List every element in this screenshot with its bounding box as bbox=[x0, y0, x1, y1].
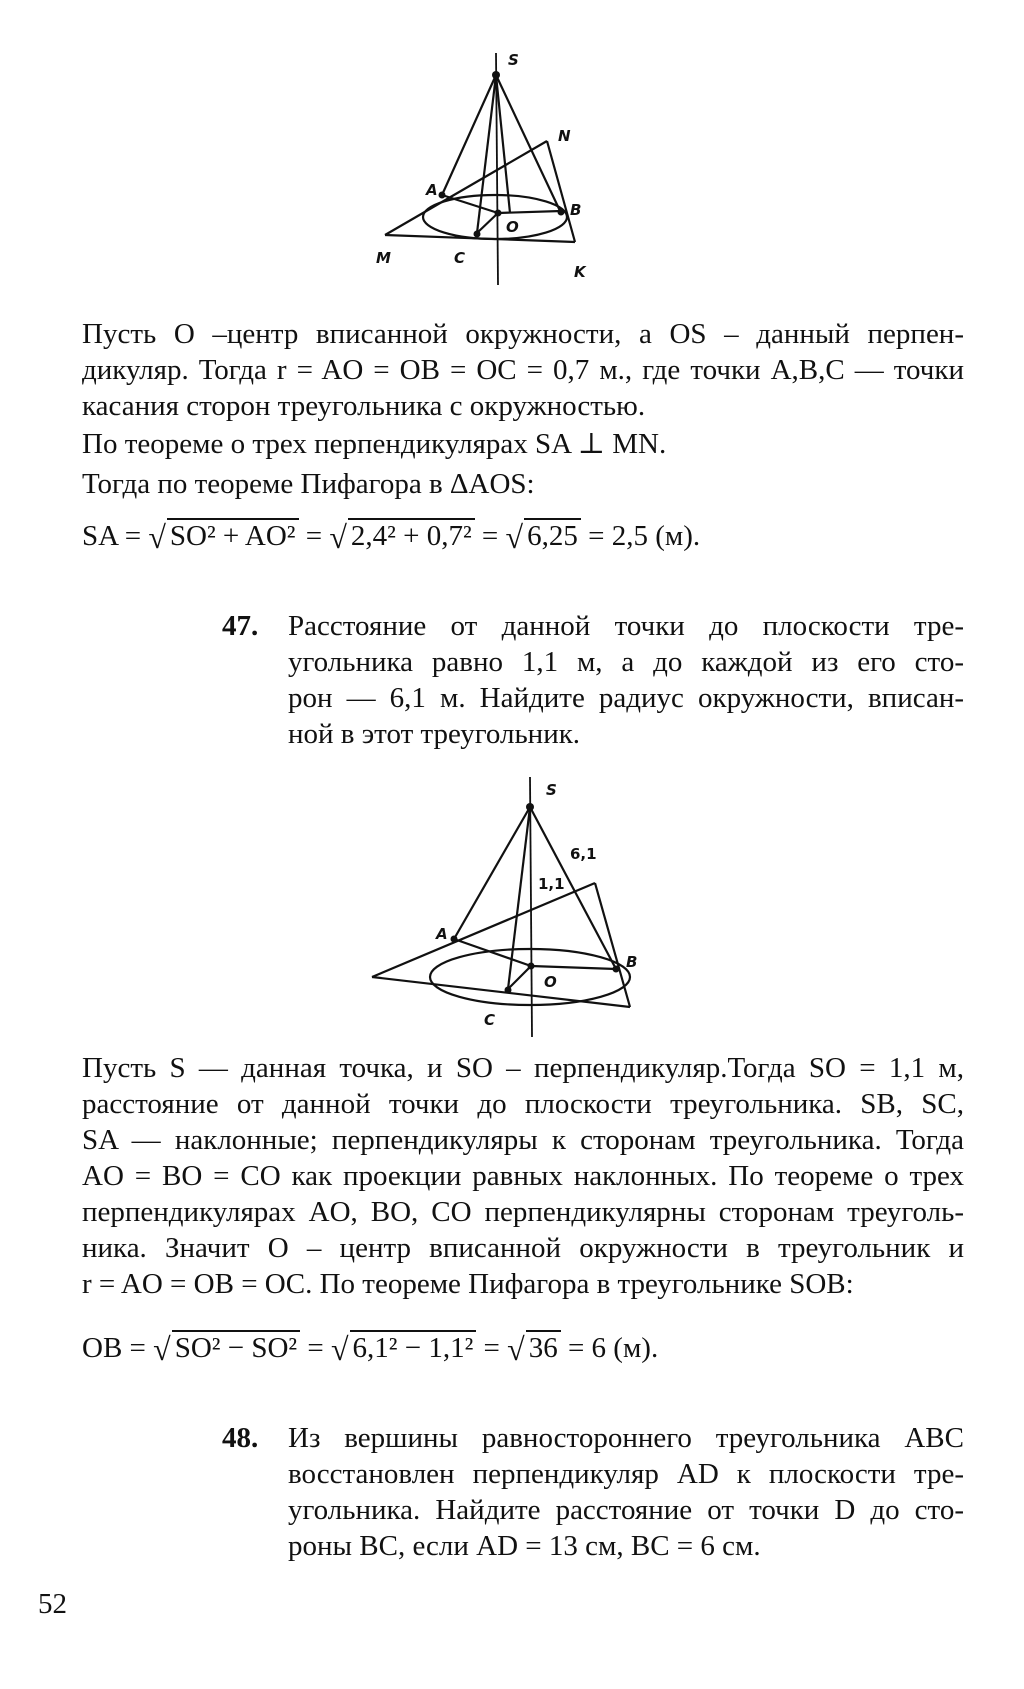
label-o: O bbox=[506, 218, 519, 236]
text-line: дикуляр. Тогда r = AO = OB = OC = 0,7 м., где точки A,B,C — точки bbox=[82, 354, 964, 386]
problem-47 bbox=[222, 608, 964, 758]
label-n: N bbox=[558, 127, 571, 145]
formula-equals: = bbox=[483, 1332, 500, 1364]
text-line: Расстояние от данной точки до плоскости тре- bbox=[288, 610, 964, 642]
formula-lhs: OB = bbox=[82, 1332, 146, 1364]
label-k: K bbox=[574, 263, 586, 281]
formula-ob: OB = √ SO² − SO² = √ 6,1² − 1,1² = √ 36 = 6 (м). bbox=[82, 1331, 659, 1367]
text-line: роны BC, если AD = 13 см, BC = 6 см. bbox=[288, 1530, 761, 1562]
formula-equals: = bbox=[481, 520, 499, 552]
solution-47-text bbox=[82, 1050, 964, 1302]
label-o: O bbox=[544, 973, 557, 991]
formula-lhs: SA = bbox=[82, 520, 142, 552]
figure-pyramid-sob bbox=[380, 775, 660, 1040]
formula-radicand-1: SO² − SO² bbox=[172, 1330, 300, 1364]
label-a: A bbox=[436, 925, 448, 943]
text-line: расстояние от данной точки до плоскости треугольника. SB, SC, bbox=[82, 1088, 964, 1120]
text-line: восстановлен перпендикуляр AD к плоскости тре- bbox=[288, 1458, 964, 1490]
label-slant-length: 6,1 bbox=[570, 845, 597, 863]
label-height-length: 1,1 bbox=[538, 875, 565, 893]
formula-result: = 2,5 (м). bbox=[588, 520, 701, 552]
label-s: S bbox=[508, 51, 519, 69]
text-line: AO = BO = CO как проекции равных наклонных. По теореме о трех bbox=[82, 1160, 964, 1192]
problem-number: 47. bbox=[222, 610, 259, 642]
text-line: SA — наклонные; перпендикуляры к сторонам треугольника. Тогда bbox=[82, 1124, 964, 1156]
text-line: Пусть O –центр вписанной окружности, а OS – данный перпен- bbox=[82, 318, 964, 350]
text-line: ника. Значит O – центр вписанной окружности в треугольник и bbox=[82, 1232, 964, 1264]
problem-48 bbox=[222, 1420, 964, 1570]
text-line: По теореме о трех перпендикулярах SA ⊥ MN. bbox=[82, 428, 667, 460]
text-line: Тогда по теореме Пифагора в ΔAOS: bbox=[82, 468, 535, 500]
formula-result: = 6 (м). bbox=[567, 1332, 659, 1364]
text-line: Пусть S — данная точка, и SO – перпендикуляр.Тогда SO = 1,1 м, bbox=[82, 1052, 964, 1084]
formula-radicand-2: 6,1² − 1,1² bbox=[350, 1330, 477, 1364]
solution-46-text bbox=[82, 316, 964, 502]
text-line: угольника. Найдите расстояние от точки D до сто- bbox=[288, 1494, 964, 1526]
label-s: S bbox=[546, 781, 557, 799]
text-line: рон — 6,1 м. Найдите радиус окружности, вписан- bbox=[288, 682, 964, 714]
label-a: A bbox=[426, 181, 438, 199]
label-b: B bbox=[626, 953, 638, 971]
text-line: Из вершины равностороннего треугольника ABC bbox=[288, 1422, 964, 1454]
text-line: ной в этот треугольник. bbox=[288, 718, 581, 750]
problem-number: 48. bbox=[222, 1422, 259, 1454]
formula-radicand-1: SO² + AO² bbox=[167, 518, 299, 552]
text-line: перпендикулярах AO, BO, CO перпендикулярны сторонам треуголь- bbox=[82, 1196, 964, 1228]
formula-sa: SA = √ SO² + AO² = √ 2,4² + 0,7² = √ 6,25 = 2,5 (м). bbox=[82, 519, 701, 555]
label-m: M bbox=[376, 249, 391, 267]
text-line: угольника равно 1,1 м, а до каждой из его сто- bbox=[288, 646, 964, 678]
formula-radicand-3: 6,25 bbox=[524, 518, 581, 552]
formula-equals: = bbox=[307, 1332, 324, 1364]
label-c: C bbox=[454, 249, 466, 267]
label-c: C bbox=[484, 1011, 496, 1029]
formula-equals: = bbox=[305, 520, 323, 552]
formula-radicand-3: 36 bbox=[526, 1330, 561, 1364]
figure-pyramid-mnk bbox=[376, 45, 650, 295]
text-line: r = AO = OB = OC. По теореме Пифагора в треугольнике SOB: bbox=[82, 1268, 854, 1300]
page-number: 52 bbox=[38, 1588, 67, 1620]
text-line: касания сторон треугольника с окружностью. bbox=[82, 390, 646, 422]
label-b: B bbox=[570, 201, 582, 219]
formula-radicand-2: 2,4² + 0,7² bbox=[348, 518, 475, 552]
